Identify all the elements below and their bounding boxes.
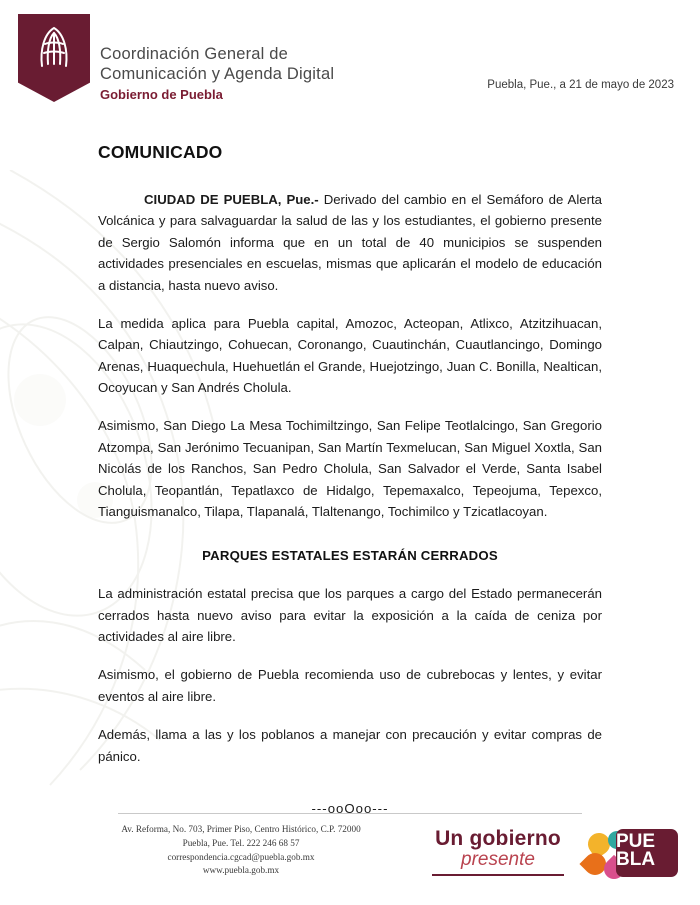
crest-glyph-icon: [18, 20, 90, 74]
lead-city: CIUDAD DE PUEBLA, Pue.-: [144, 192, 319, 207]
paragraph-6: Además, llama a las y los poblanos a manejar con precaución y evitar compras de pánico.: [98, 727, 602, 764]
document-date: Puebla, Pue., a 21 de mayo de 2023: [487, 79, 674, 91]
end-mark: ---ooOoo---: [311, 800, 389, 816]
address-line-1: Av. Reforma, No. 703, Primer Piso, Centro Histórico, C.P. 72000: [121, 824, 361, 834]
address-website: www.puebla.gob.mx: [202, 865, 280, 876]
page-title: COMUNICADO: [98, 142, 223, 162]
document-header: [0, 0, 700, 118]
government-slogan: [418, 827, 578, 876]
paragraph-4: La administración estatal precisa que los parques a cargo del Estado permanecerán cerrados hasta nuevo aviso para evitar la exposición a la caída de ceniza por actividades al aire libre.: [98, 586, 602, 644]
paragraph-1-text: Derivado del cambio en el Semáforo de Alerta Volcánica y para salvaguardar la salud de las y los estudiantes, el gobierno presente de Sergio Salomón informa que en un total de 40 municipios se suspenden actividades presenciales en escuelas, mismas que aplicarán el modelo de educación a distancia, hasta nuevo aviso.: [98, 192, 602, 293]
document-body: [0, 142, 700, 816]
section-subheading: PARQUES ESTATALES ESTARÁN CERRADOS: [202, 548, 498, 564]
paragraph-3: Asimismo, San Diego La Mesa Tochimiltzingo, San Felipe Teotlalcingo, San Gregorio Atzompa, San Jerónimo Tecuanipan, San Martín Texmelucan, San Miguel Xoxtla, San Nicolás de los Ranchos, San Pedro Cholula, San Salvador el Verde, Santa Isabel Cholula, Teopantlán, Tepatlaxco de Hidalgo, Tepemaxalco, Tepeojuma, Tepexco, Tianguismanalco, Tilapa, Tlapanalá, Tlaltenango, Tochimilco y Tzicatlacoyan.: [98, 418, 602, 519]
document-footer: [0, 813, 700, 905]
puebla-wordmark: [616, 833, 674, 869]
paragraph-2: La medida aplica para Puebla capital, Amozoc, Acteopan, Atlixco, Atzitzihuacan, Calpan, Chiautzingo, Cohuecan, Coronango, Cuautinchán, Cuautlancingo, Domingo Arenas, Huaquechula, Huehuetlán el Grande, Huejotzingo, Juan C. Bonilla, Nealtican, Ocoyucan y San Andrés Cholula.: [98, 315, 602, 395]
paragraph-1: [98, 189, 602, 296]
slogan-underline: [432, 874, 564, 876]
puebla-crest-icon: [18, 14, 90, 102]
org-line-1: Coordinación General de: [100, 45, 289, 63]
slogan-line-1: Un gobierno: [435, 827, 561, 850]
footer-address: [96, 823, 386, 878]
wordmark-line-2: BLA: [616, 849, 656, 871]
address-email: correspondencia.cgcad@puebla.gob.mx: [167, 851, 315, 862]
org-line-3: Gobierno de Puebla: [100, 87, 223, 103]
paragraph-5: Asimismo, el gobierno de Puebla recomienda uso de cubrebocas y lentes, y evitar eventos al aire libre.: [98, 667, 602, 704]
wordmark-line-1: PUE: [616, 831, 656, 852]
address-line-2: Puebla, Pue. Tel. 222 246 68 57: [182, 837, 300, 848]
slogan-line-2: presente: [461, 849, 535, 870]
organization-title: [100, 44, 334, 103]
org-line-2: Comunicación y Agenda Digital: [100, 65, 335, 84]
